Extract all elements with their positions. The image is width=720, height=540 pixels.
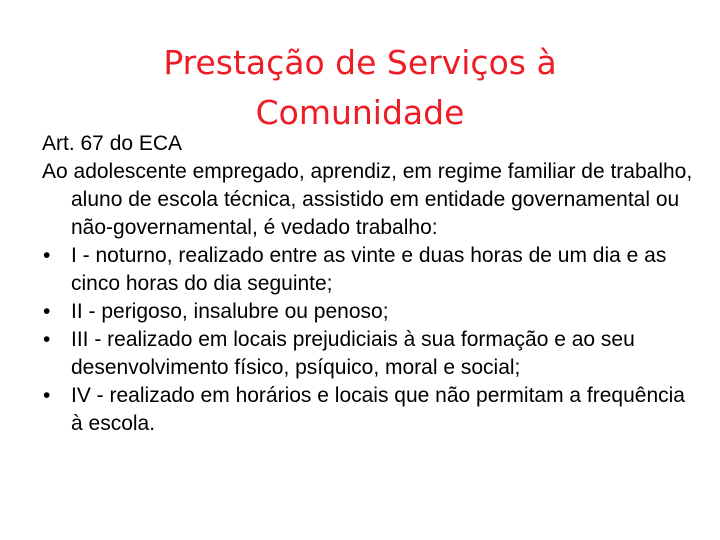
item-numeral: I (71, 244, 77, 267)
item-text: - noturno, realizado entre as vinte e duas horas de um dia e as cinco horas do dia seguinte; (71, 244, 667, 295)
list-item-ii (42, 298, 702, 326)
item-numeral: II (71, 300, 83, 323)
bullet-icon: • (43, 244, 51, 267)
item-text: - realizado em locais prejudiciais à sua formação e ao seu desenvolvimento físico, psíquico, moral e social; (71, 328, 635, 379)
item-text: - realizado em horários e locais que não permitam a frequência à escola. (71, 384, 685, 435)
slide-title-line-2: Comunidade (255, 93, 465, 133)
list-item-iii (42, 326, 702, 382)
item-numeral: III (71, 328, 89, 351)
bullet-icon: • (43, 328, 51, 351)
item-numeral: IV (71, 384, 91, 407)
slide-title (60, 38, 660, 138)
article-reference: Art. 67 do ECA (42, 132, 183, 155)
intro-paragraph: Ao adolescente empregado, aprendiz, em regime familiar de trabalho, aluno de escola técnica, assistido em entidade governamental ou não-governamental, é vedado trabalho: (42, 160, 693, 239)
prohibition-list (42, 242, 702, 438)
list-item-i (42, 242, 702, 298)
bullet-icon: • (43, 384, 51, 407)
slide-title-line-1: Prestação de Serviços à (163, 43, 557, 83)
item-text: - perigoso, insalubre ou penoso; (82, 300, 389, 323)
bullet-icon: • (43, 300, 51, 323)
slide-body (42, 130, 702, 438)
list-item-iv (42, 382, 702, 438)
